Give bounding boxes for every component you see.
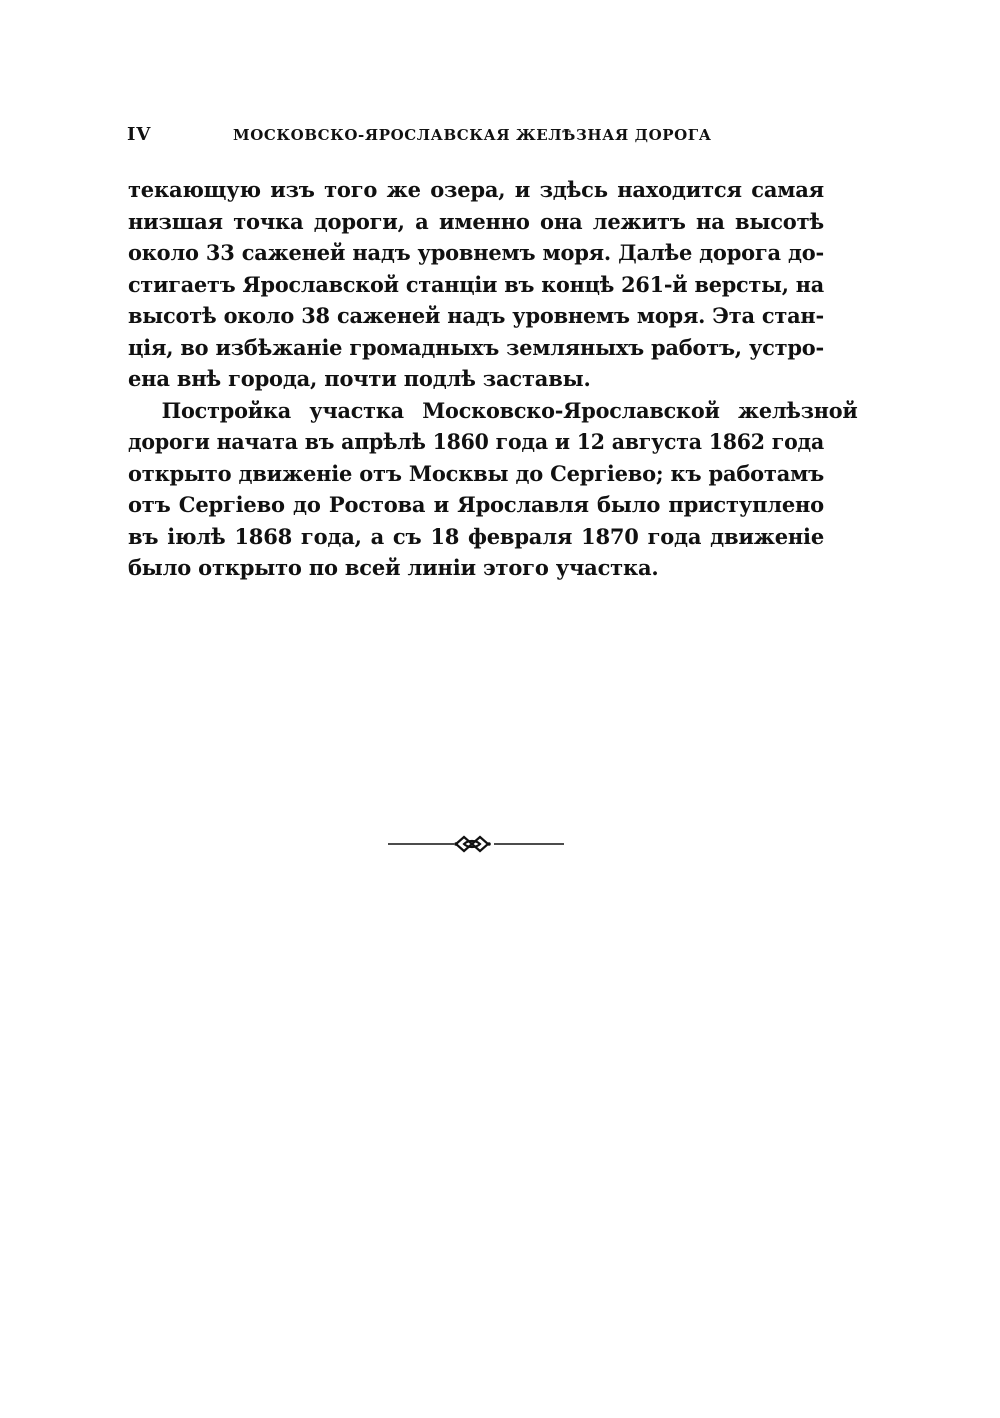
- text-line: дороги начата въ апрѣлѣ 1860 года и 12 августа 1862 года: [128, 429, 824, 454]
- text-line: высотѣ около 38 саженей надъ уровнемъ моря. Эта стан-: [128, 303, 824, 328]
- text-line: текающую изъ того же озера, и здѣсь находится самая: [128, 177, 824, 202]
- paragraph: [128, 174, 824, 395]
- text-line: стигаетъ Ярославской станціи въ концѣ 261-й версты, на: [128, 271, 824, 297]
- text-line: около 33 саженей надъ уровнемъ моря. Далѣе дорога до-: [128, 240, 824, 265]
- text-line: ена внѣ города, почти подлѣ заставы.: [128, 366, 591, 391]
- page-number: IV: [127, 124, 152, 145]
- text-line: въ іюлѣ 1868 года, а съ 18 февраля 1870 года движеніе: [128, 523, 824, 549]
- text-line: ція, во избѣжаніе громадныхъ земляныхъ работъ, устро-: [128, 334, 824, 360]
- running-title: МОСКОВСКО-ЯРОСЛАВСКАЯ ЖЕЛѢЗНАЯ ДОРОГА: [233, 126, 712, 144]
- tailpiece-ornament-icon: [388, 832, 564, 856]
- paragraph: [128, 395, 858, 584]
- text-line: Постройка участка Московско-Ярославской желѣзной: [161, 397, 858, 423]
- body-text: [128, 174, 858, 584]
- running-head: [127, 124, 827, 150]
- text-line: низшая точка дороги, а именно она лежитъ на высотѣ: [128, 208, 824, 234]
- text-line: открыто движеніе отъ Москвы до Сергіево; къ работамъ: [128, 460, 824, 486]
- text-line: отъ Сергіево до Ростова и Ярославля было приступлено: [128, 492, 824, 517]
- text-line: было открыто по всей линіи этого участка.: [128, 555, 659, 580]
